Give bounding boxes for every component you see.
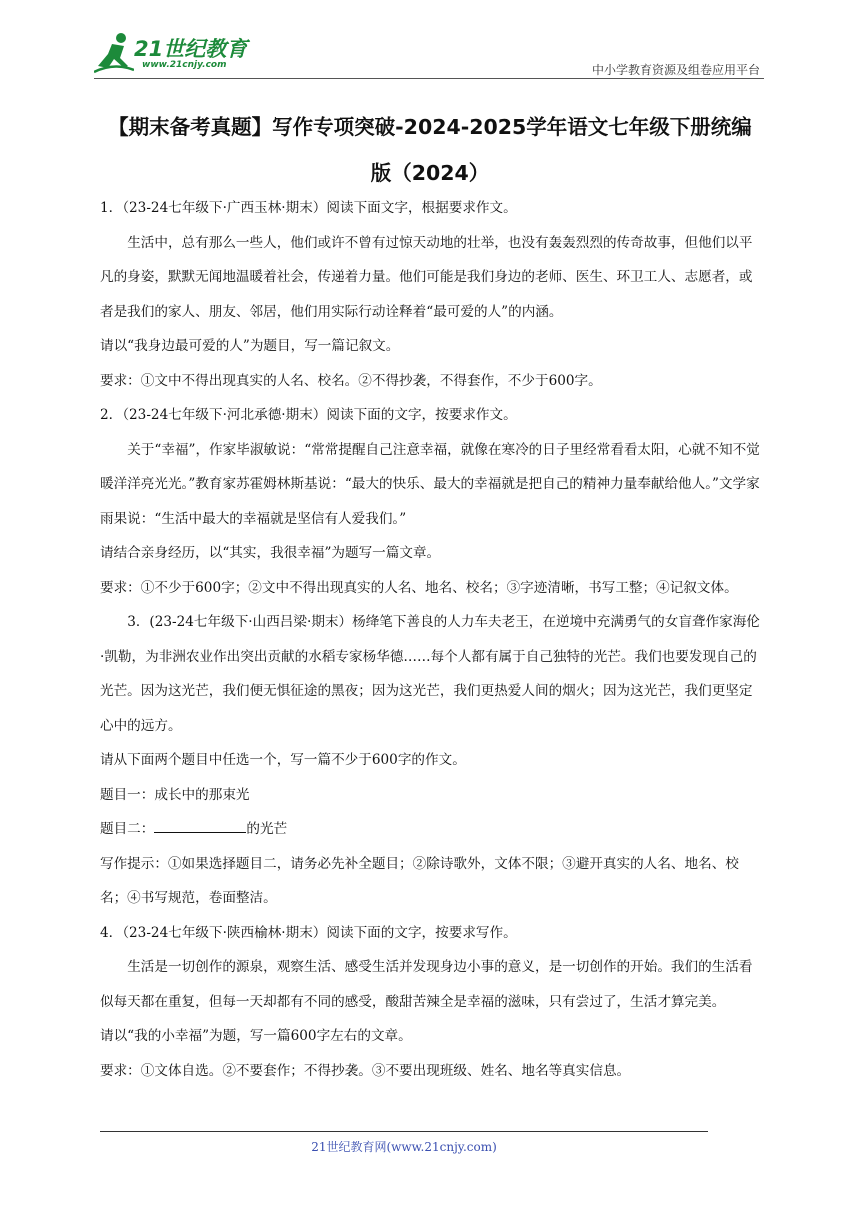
q3-passage: 3．(23-24七年级下·山西吕梁·期末）杨绛笔下善良的人力车夫老王，在逆境中充满勇气的女盲聋作家海伦·凯勒，为非洲农业作出突出贡献的水稻专家杨华德……每个人都有属于自己独特的光芒。我们也要发现自己的光芒。因为这光芒，我们便无惧征途的黑夜；因为这光芒，我们更热爱人间的烟火；因为这光芒，我们更坚定心中的远方。 xyxy=(100,614,760,734)
q2-task: 请结合亲身经历，以“其实，我很幸福”为题写一篇文章。 xyxy=(100,545,441,561)
q4-heading: 4．（23-24七年级下·陕西榆林·期末）阅读下面的文字，按要求写作。 xyxy=(100,924,517,941)
q1-heading: 1．（23-24七年级下·广西玉林·期末）阅读下面文字，根据要求作文。 xyxy=(100,200,517,216)
q3-topic-1: 题目一：成长中的那束光 xyxy=(100,786,250,803)
platform-name: 中小学教育资源及组卷应用平台 xyxy=(591,63,760,77)
footer-link[interactable]: 21世纪教育网(www.21cnjy.com) xyxy=(311,1140,497,1154)
document-title xyxy=(100,104,760,196)
title-line-1: 【期末备考真题】写作专项突破-2024-2025学年语文七年级下册统编 xyxy=(108,115,752,139)
page-header xyxy=(94,30,764,82)
q4-passage: 生活是一切创作的源泉，观察生活、感受生活并发现身边小事的意义，是一切创作的开始。我们的生活看似每天都在重复，但每一天却都有不同的感受，酸甜苦辣全是幸福的滋味，只有尝过了，生活才算完美。 xyxy=(100,959,753,1010)
q4-task: 请以“我的小幸福”为题，写一篇600字左右的文章。 xyxy=(100,1028,412,1044)
q3-topic-2 xyxy=(100,812,764,847)
title-line-2: 版（2024） xyxy=(370,161,490,185)
q2-heading: 2．（23-24七年级下·河北承德·期末）阅读下面的文字，按要求作文。 xyxy=(100,407,517,423)
document-body xyxy=(100,191,764,1088)
q4-requirements: 要求：①文体自选。②不要套作；不得抄袭。③不要出现班级、姓名、地名等真实信息。 xyxy=(100,1062,631,1079)
q3-topic-2-prefix: 题目二： xyxy=(100,821,155,837)
fill-in-blank xyxy=(154,818,246,833)
running-man-icon xyxy=(94,32,134,76)
q3-topic-2-suffix: 的光芒 xyxy=(246,821,288,837)
q1-task: 请以“我身边最可爱的人”为题目，写一篇记叙文。 xyxy=(100,338,400,354)
q3-tips: 写作提示：①如果选择题目二，请务必先补全题目；②除诗歌外，文体不限；③避开真实的人名、地名、校名；④书写规范，卷面整洁。 xyxy=(100,855,739,906)
q2-passage: 关于“幸福”，作家毕淑敏说：“常常提醒自己注意幸福，就像在寒冷的日子里经常看看太阳，心就不知不觉暖洋洋亮光光。”教育家苏霍姆林斯基说：“最大的快乐、最大的幸福就是把自己的精神力量奉献给他人。”文学家雨果说：“生活中最大的幸福就是坚信有人爱我们。” xyxy=(100,441,760,527)
q1-passage: 生活中，总有那么一些人，他们或许不曾有过惊天动地的壮举，也没有轰轰烈烈的传奇故事，但他们以平凡的身姿，默默无闻地温暖着社会，传递着力量。他们可能是我们身边的老师、医生、环卫工人、志愿者，或者是我们的家人、朋友、邻居，他们用实际行动诠释着“最可爱的人”的内涵。 xyxy=(100,234,753,320)
site-logo[interactable] xyxy=(94,30,264,78)
header-divider xyxy=(94,78,764,79)
logo-text: 21世纪教育 xyxy=(134,37,248,61)
footer-divider xyxy=(100,1131,708,1132)
q3-task: 请从下面两个题目中任选一个，写一篇不少于600字的作文。 xyxy=(100,752,466,768)
logo-url: www.21cnjy.com xyxy=(142,60,227,70)
q1-requirements: 要求：①文中不得出现真实的人名、校名。②不得抄袭，不得套作，不少于600字。 xyxy=(100,372,602,389)
q2-requirements: 要求：①不少于600字；②文中不得出现真实的人名、地名、校名；③字迹清晰，书写工整；④记叙文体。 xyxy=(100,579,738,596)
